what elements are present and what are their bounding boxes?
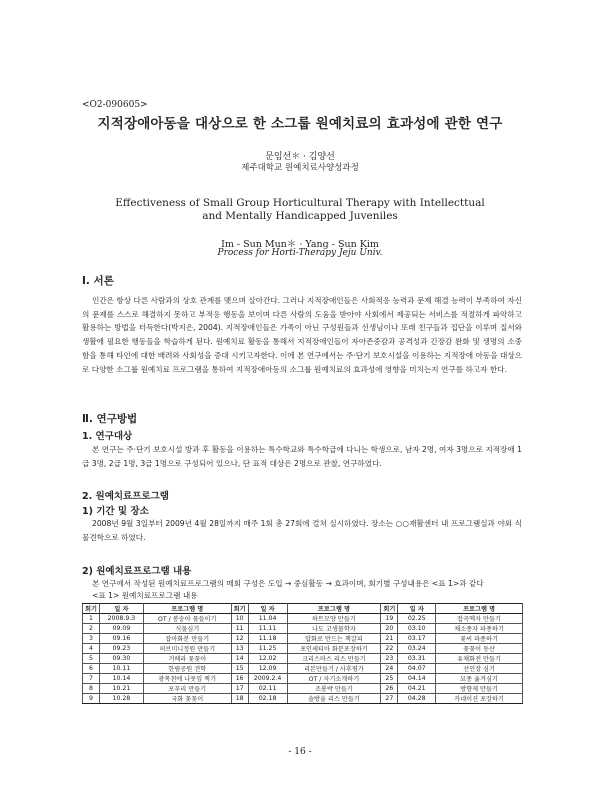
- table-cell: 선인장 심기: [436, 664, 523, 674]
- section-heading-methods: Ⅱ. 연구방법: [82, 413, 138, 425]
- table-row: [83, 614, 523, 624]
- table-cell: 솔방울 리스 만들기: [287, 694, 381, 704]
- table-cell: 11.25: [248, 644, 287, 654]
- table-cell: 조롱박 만들기: [287, 684, 381, 694]
- introduction-paragraph: 인간은 항상 다른 사람과의 상호 관계를 맺으며 살아간다. 그러나 지적장애인들은 사회적응 능력과 문제 해결 능력이 부족하여 자신의 문제를 스스로 해결하지 못하고 부적응 행동을 보이며 다른 사람의 도움을 받아야 사회에서 제공되는 서비스를 적절하게 파악하고 활용하는 방법을 터득한다(박지은, 2004). 지적장애인들은 가족이 아닌 구성원들과 선생님이나 또래 친구들과 집단을 이루며 질서와 생활에 필요한 행동들을 학습하게 된다. 원예치료 활동을 통해서 지적장애인들이 자아존중감과 공격성과 긴장감 완화 및 생명의 소중함을 통해 타인에 대한 배려와 사회성을 증대 시키고자한다. 이에 본 연구에서는 주·단기 보호시설을 이용하는 지적장애 아동을 대상으로 다양한 소그룹 원예치료 프로그램을 통하여 지적장애아동의 소그룹 원예치료의 효과성에 영향을 미치는지 연구를 하고자 한다.: [82, 296, 522, 374]
- table-header-cell: 회기: [83, 604, 100, 614]
- table-cell: 18: [231, 694, 248, 704]
- table-cell: 카네이션 포장하기: [436, 694, 523, 704]
- subheading-program-content: 2) 원예치료프로그램 내용: [82, 566, 192, 577]
- table-cell: 방향제 만들기: [436, 684, 523, 694]
- table-cell: 7: [83, 674, 100, 684]
- program-content-paragraph: 본 연구에서 작성된 원예치료프로그램의 매회 구성은 도입 → 중심활동 → 효과이며, 회기별 구성내용은 <표 1>과 같다: [92, 579, 484, 588]
- table-cell: 10.21: [99, 684, 143, 694]
- table-cell: 국화 꽃꽂이: [143, 694, 231, 704]
- table-cell: 23: [381, 654, 398, 664]
- paper-code: <O2-090605>: [82, 100, 148, 110]
- paper-title: 지적장애아동을 대상으로 한 소그룹 원예치료의 효과성에 관한 연구: [97, 116, 503, 132]
- table-cell: 1: [83, 614, 100, 624]
- table-header-cell: 회기: [231, 604, 248, 614]
- table-cell: 03.31: [398, 654, 436, 664]
- table-header-cell: 프로그램 명: [143, 604, 231, 614]
- subheading-period-place: 1) 기간 및 장소: [82, 506, 149, 517]
- table-cell: 광목천에 나뭇잎 찍기: [143, 674, 231, 684]
- table-cell: 12.02: [248, 654, 287, 664]
- table-cell: 하트모양 만들기: [287, 614, 381, 624]
- table-cell: 11.11: [248, 624, 287, 634]
- table-cell: 03.24: [398, 644, 436, 654]
- subjects-paragraph: 본 연구는 주·단기 보호시설 방과 후 활동을 이용하는 특수학교와 특수학급에 다니는 학생으로, 남자 2명, 여자 3명으로 지적장애 1급 3명, 2급 1명, 3급 1명으로 구성되어 있으나, 단 표적 대상은 2명으로 관찰, 연구하였다.: [82, 445, 522, 468]
- table-cell: 12: [231, 634, 248, 644]
- table-cell: 10: [231, 614, 248, 624]
- table-row: [83, 684, 523, 694]
- table-cell: 거베라 꽃꽂이: [143, 654, 231, 664]
- table-header-cell: 프로그램 명: [436, 604, 523, 614]
- section-heading-introduction: Ⅰ. 서론: [82, 275, 114, 287]
- table-cell: 2009.2.4: [248, 674, 287, 684]
- table-header-row: [83, 604, 523, 614]
- period-place-paragraph: 2008년 9월 3일부터 2009년 4월 28일까지 매주 1회 총 27회에 걸쳐 실시하였다. 장소는 ○○재활센터 내 프로그램실과 야외 식물견학으로 하였다.: [82, 519, 522, 542]
- table-cell: 02.11: [248, 684, 287, 694]
- table-cell: 25: [381, 674, 398, 684]
- table-row: [83, 664, 523, 674]
- table-cell: 10.11: [99, 664, 143, 674]
- table-cell: 26: [381, 684, 398, 694]
- table-cell: OT / 자기소개하기: [287, 674, 381, 684]
- table-cell: 나도 고생물학자: [287, 624, 381, 634]
- affiliation-english: Process for Horti-Therapy Jeju Univ.: [217, 248, 383, 258]
- table-cell: 8: [83, 684, 100, 694]
- table-cell: 5: [83, 654, 100, 664]
- table-caption: <표 1> 원예치료프로그램 내용: [92, 591, 198, 600]
- authors-korean: 문임선＊ · 김양선: [265, 152, 335, 162]
- table-cell: 묘종 옮겨심기: [436, 674, 523, 684]
- table-cell: 6: [83, 664, 100, 674]
- table-cell: 16: [231, 674, 248, 684]
- table-cell: 유채화전 만들기: [436, 654, 523, 664]
- table-cell: 04.28: [398, 694, 436, 704]
- table-row: [83, 694, 523, 704]
- table-cell: 리본만들기 / 사후평가: [287, 664, 381, 674]
- table-row: [83, 674, 523, 684]
- table-cell: 11: [231, 624, 248, 634]
- table-cell: 2008.9.3: [99, 614, 143, 624]
- table-cell: 02.25: [398, 614, 436, 624]
- table-header-cell: 일 자: [398, 604, 436, 614]
- table-cell: 04.14: [398, 674, 436, 684]
- affiliation-korean: 제주대학교 원예치료사양성과정: [241, 163, 359, 173]
- table-cell: OT / 봉숭아 물들이기: [143, 614, 231, 624]
- table-row: [83, 634, 523, 644]
- table-cell: 21: [381, 634, 398, 644]
- table-cell: 포인세티아 화분포장하기: [287, 644, 381, 654]
- table-cell: 잡아화분 만들기: [143, 634, 231, 644]
- table-header-cell: 일 자: [99, 604, 143, 614]
- table-row: [83, 624, 523, 634]
- table-cell: 09.16: [99, 634, 143, 644]
- subheading-subjects: 1. 연구대상: [82, 431, 133, 442]
- table-cell: 한림공원 견학: [143, 664, 231, 674]
- table-cell: 03.17: [398, 634, 436, 644]
- table-cell: 24: [381, 664, 398, 674]
- table-cell: 식물심기: [143, 624, 231, 634]
- table-cell: 22: [381, 644, 398, 654]
- table-cell: 꽃씨 파종하기: [436, 634, 523, 644]
- table-cell: 09.09: [99, 624, 143, 634]
- table-cell: 10.14: [99, 674, 143, 684]
- table-cell: 포푸리 만들기: [143, 684, 231, 694]
- paper-title-english: Effectiveness of Small Group Horticultural Therapy with Intellecttual and Mentally Handicapped Juveniles: [115, 197, 485, 222]
- table-cell: 03.10: [398, 624, 436, 634]
- table-cell: 12.09: [248, 664, 287, 674]
- table-cell: 14: [231, 654, 248, 664]
- table-row: [83, 644, 523, 654]
- table-cell: 20: [381, 624, 398, 634]
- table-row: [83, 654, 523, 664]
- table-header-cell: 회기: [381, 604, 398, 614]
- table-header-cell: 일 자: [248, 604, 287, 614]
- table-cell: 04.21: [398, 684, 436, 694]
- table-cell: 15: [231, 664, 248, 674]
- program-table: [82, 603, 523, 704]
- subheading-program: 2. 원예치료프로그램: [82, 491, 169, 502]
- table-cell: 04.07: [398, 664, 436, 674]
- table-cell: 19: [381, 614, 398, 624]
- table-cell: 2: [83, 624, 100, 634]
- table-cell: 채소종자 파종하기: [436, 624, 523, 634]
- table-cell: 4: [83, 644, 100, 654]
- table-cell: 잡곡액자 만들기: [436, 614, 523, 624]
- table-header-cell: 프로그램 명: [287, 604, 381, 614]
- table-cell: 10.28: [99, 694, 143, 704]
- page-number: - 16 -: [288, 747, 312, 757]
- table-cell: 3: [83, 634, 100, 644]
- table-cell: 허브미니정원 만들기: [143, 644, 231, 654]
- table-cell: 02.18: [248, 694, 287, 704]
- table-cell: 꽃꽂이 동산: [436, 644, 523, 654]
- authors-english: Im - Sun Mun＊ · Yang - Sun Kim: [221, 239, 379, 250]
- table-cell: 크리스마스 리스 만들기: [287, 654, 381, 664]
- table-cell: 압화로 만드는 책갈피: [287, 634, 381, 644]
- table-cell: 09.23: [99, 644, 143, 654]
- table-cell: 11.18: [248, 634, 287, 644]
- table-cell: 13: [231, 644, 248, 654]
- table-cell: 11.04: [248, 614, 287, 624]
- table-cell: 09.30: [99, 654, 143, 664]
- table-cell: 17: [231, 684, 248, 694]
- table-cell: 27: [381, 694, 398, 704]
- table-cell: 9: [83, 694, 100, 704]
